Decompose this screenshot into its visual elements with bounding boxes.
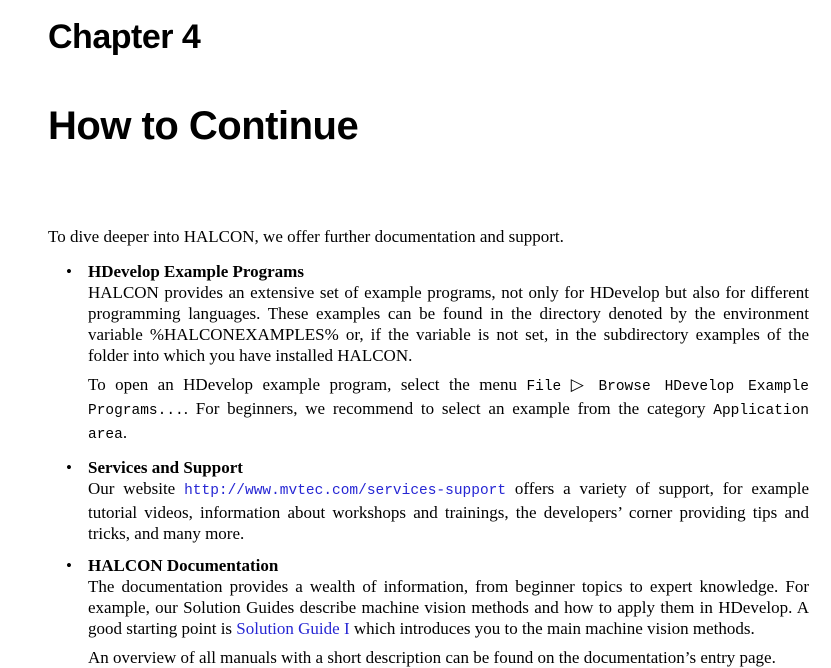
text-run: Our website <box>88 479 185 498</box>
services-support-url-link[interactable]: http://www.mvtec.com/services-support <box>184 483 507 499</box>
item-paragraph <box>88 478 809 544</box>
chapter-label: Chapter 4 <box>48 18 201 56</box>
item-heading: HDevelop Example Programs <box>88 262 304 281</box>
text-run: An overview of all manuals with a short description can be found on the documentation’s entry page. <box>88 648 776 667</box>
page-title: How to Continue <box>48 104 359 148</box>
text-run: HALCON provides an extensive set of example programs, not only for HDevelop but also for different programming languages. These examples can be found in the directory denoted by the environment variable %HALCONEXAMPLES% or, if the variable is not set, in the subdirectory examples of the folder into which you have installed HALCON. <box>88 283 809 365</box>
item-heading: HALCON Documentation <box>88 556 279 575</box>
text-run: which introduces you to the main machine vision methods. <box>349 619 755 638</box>
item-paragraph <box>88 282 809 366</box>
list-item-hdevelop-example-programs <box>48 261 809 446</box>
menu-separator-triangle: ▷ <box>561 375 599 394</box>
item-paragraph <box>88 647 809 668</box>
text-run: The documentation provides a wealth of information, from beginner topics to expert knowledge. For example, our Solution Guides describe machine vision methods and how to apply them in HDevelop. A good starting point is <box>88 577 809 638</box>
menu-path-file: File <box>526 379 562 395</box>
intro-paragraph: To dive deeper into HALCON, we offer further documentation and support. <box>48 227 564 246</box>
bullet-icon: • <box>66 262 72 281</box>
bullet-icon: • <box>66 458 72 477</box>
text-run: . <box>122 423 128 442</box>
item-heading: Services and Support <box>88 458 243 477</box>
menu-path-browse-examples: Browse HDevelop Example Programs... <box>88 379 809 419</box>
text-run: To open an HDevelop example program, select the menu <box>88 375 527 394</box>
text-run: offers a variety of support, for example tutorial videos, information about workshops and trainings, the developers’ corner providing tips and tricks, and many more. <box>88 479 809 543</box>
item-paragraph <box>88 374 809 446</box>
list-item-services-and-support <box>48 457 809 544</box>
category-application-area: Application area <box>88 403 809 443</box>
solution-guide-1-link[interactable]: Solution Guide I <box>236 619 350 638</box>
bullet-list <box>48 261 809 668</box>
list-item-halcon-documentation <box>48 555 809 668</box>
bullet-icon: • <box>66 556 72 575</box>
text-run: . For beginners, we recommend to select an example from the category <box>183 399 714 418</box>
item-paragraph <box>88 576 809 639</box>
